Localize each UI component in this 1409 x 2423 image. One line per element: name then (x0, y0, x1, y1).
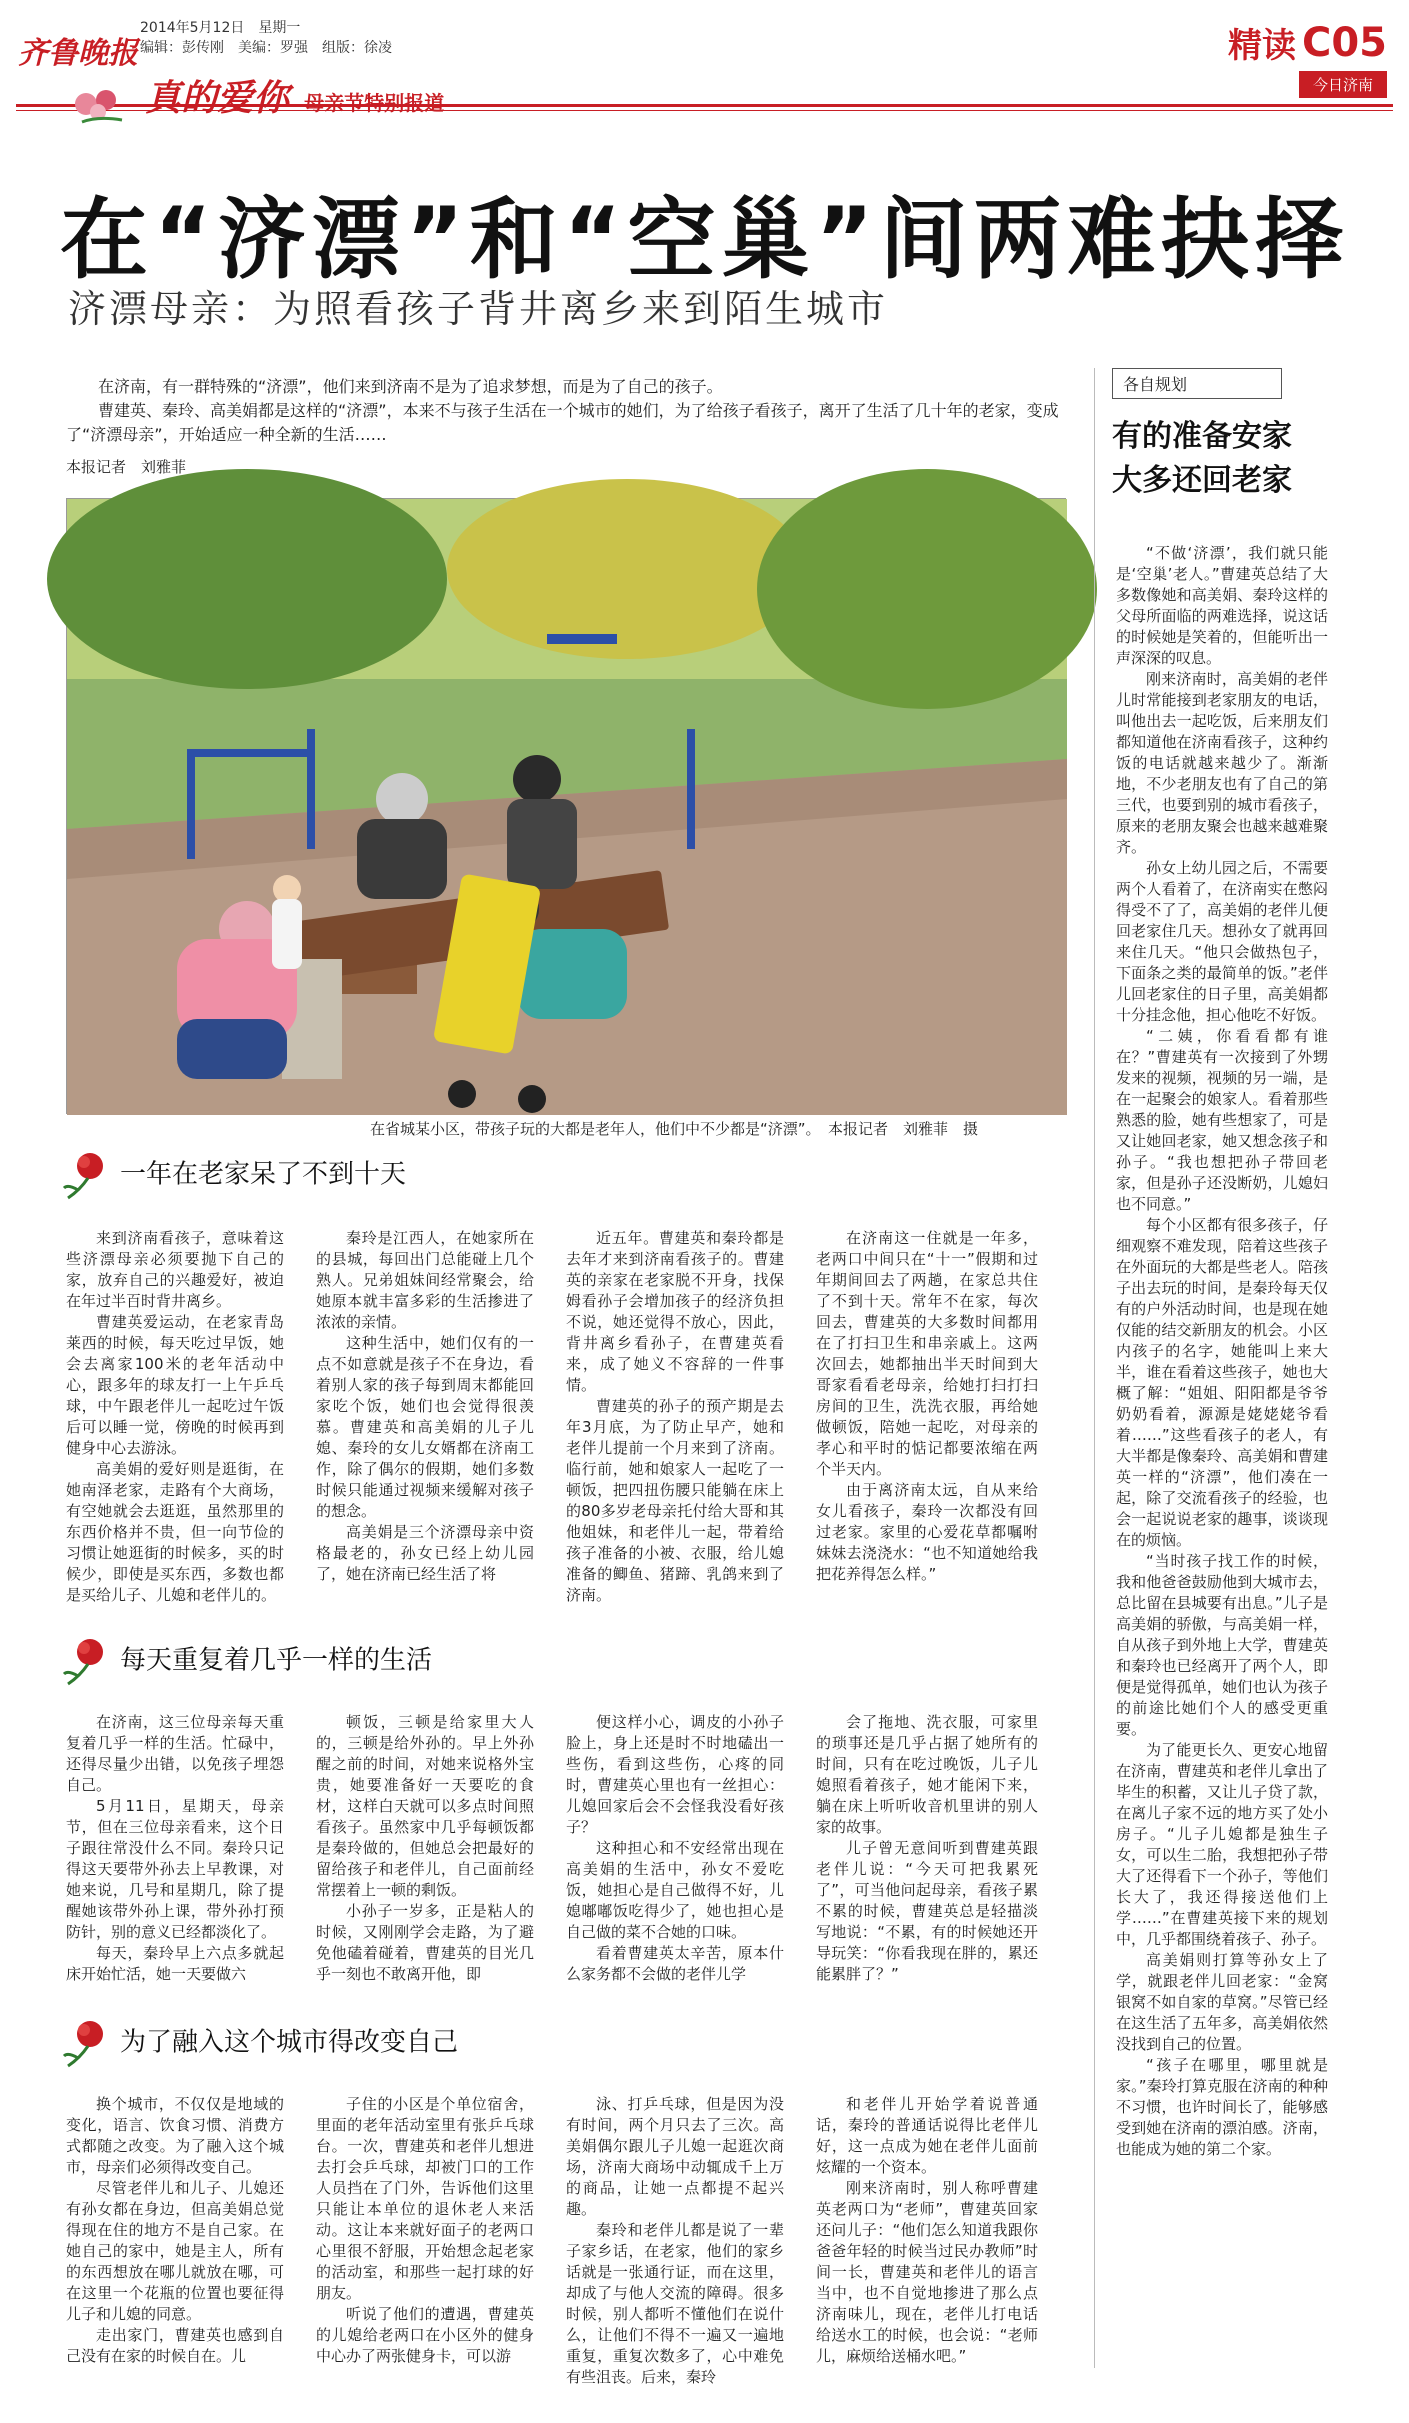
body-column (816, 1712, 1038, 1998)
page-number: C05 (1301, 19, 1387, 66)
paragraph: 每个小区都有很多孩子，仔细观察不难发现，陪着这些孩子在外面玩的大都是些老人。陪孩子出去玩的时间，是秦玲每天仅有的户外活动时间，也是现在她仅能的结交新朋友的机会。小区内孩子的名字，她能叫上来大半，谁在看着这些孩子，她也大概了解：“姐姐、阳阳都是爷爷奶奶看着，源源是姥姥姥爷看着……”这些看孩子的老人，有大半都是像秦玲、高美娟和曹建英一样的“济漂”，他们凑在一起，除了交流看孩子的经验，也会一起说说老家的趣事，谈谈现在的烦恼。 (1116, 1216, 1328, 1549)
editor-credits: 编辑：彭传刚 美编：罗强 组版：徐凌 (140, 40, 392, 56)
sidebar-tag: 各自规划 (1112, 368, 1282, 399)
paragraph: 每天，秦玲早上六点多就起床开始忙活，她一天要做六 (66, 1944, 284, 1983)
body-column (316, 1712, 534, 1998)
paragraph: 来到济南看孩子，意味着这些济漂母亲必须要抛下自己的家，放弃自己的兴趣爱好，被迫在年过半百时背井离乡。 (66, 1229, 284, 1310)
sidebar-title-line: 有的准备安家 (1112, 419, 1292, 454)
body-column (816, 1228, 1038, 1604)
body-column (66, 1712, 284, 1998)
byline: 本报记者 刘雅菲 (66, 458, 187, 476)
headline: 在“济漂”和“空巢”间两难抉择 (60, 188, 1350, 291)
paragraph: 由于离济南太远，自从来给女儿看孩子，秦玲一次都没有回过老家。家里的心爱花草都嘱咐妹妹去浇浇水：“也不知道她给我把花养得怎么样。” (816, 1481, 1038, 1583)
section-heading-text: 为了融入这个城市得改变自己 (120, 2027, 459, 2058)
paragraph: 刚来济南时，别人称呼曹建英老两口为“老师”，曹建英回家还问儿子：“他们怎么知道我跟你爸爸年轻的时候当过民办教师”时间一长，曹建英和老伴儿的语言当中，也不自觉地掺进了那么点济南味儿，现在，老伴儿打电话给送水工的时候，也会说：“老师儿，麻烦给送桶水吧。” (816, 2179, 1038, 2365)
section-name: 精读 (1227, 26, 1296, 66)
paragraph: 5月11日，星期天，母亲节，但在三位母亲看来，这个日子跟往常没什么不同。秦玲只记得这天要带外孙去上早教课，对她来说，几号和星期几，除了提醒她该带外孙上课，带外孙打预防针，别的意义已经都淡化了。 (66, 1797, 284, 1941)
sidebar-title (1112, 415, 1390, 503)
paragraph: 换个城市，不仅仅是地域的变化，语言、饮食习惯、消费方式都随之改变。为了融入这个城市，母亲们必须得改变自己。 (66, 2095, 284, 2176)
paragraph: 儿子曾无意间听到曹建英跟老伴儿说：“今天可把我累死了”，可当他问起母亲，看孩子累不累的时候，曹建英总是轻描淡写地说：“不累，有的时候她还开导玩笑：“你看我现在胖的，累还能累胖了？” (816, 1839, 1038, 1983)
paragraph: 刚来济南时，高美娟的老伴儿时常能接到老家朋友的电话，叫他出去一起吃饭，后来朋友们都知道他在济南看孩子，这种约饭的电话就越来越少了。渐渐地，不少老朋友也有了自己的第三代，也要到别的城市看孩子，原来的老朋友聚会也越来越难聚齐。 (1116, 670, 1328, 856)
body-column (316, 1228, 534, 1604)
lead-paragraphs (66, 375, 1066, 479)
sidebar (1112, 368, 1390, 2423)
city-label: 今日济南 (1299, 71, 1387, 98)
paragraph: 秦玲是江西人，在她家所在的县城，每回出门总能碰上几个熟人。兄弟姐妹间经常聚会，给她原本就丰富多彩的生活掺进了浓浓的亲情。 (316, 1229, 534, 1331)
paragraph: 秦玲和老伴儿都是说了一辈子家乡话，在老家，他们的家乡话就是一张通行证，而在这里，却成了与他人交流的障碍。很多时候，别人都听不懂他们在说什么，让他们不得不一遍又一遍地重复，重复次数多了，心中难免有些沮丧。后来，秦玲 (566, 2221, 784, 2386)
paragraph: 尽管老伴儿和儿子、儿媳还有孙女都在身边，但高美娟总觉得现在住的地方不是自己家。在她自己的家中，她是主人，所有的东西想放在哪儿就放在哪，可在这里一个花瓶的位置也要征得儿子和儿媳的同意。 (66, 2179, 284, 2323)
paragraph: 便这样小心，调皮的小孙子脸上，身上还是时不时地磕出一些伤，看到这些伤，心疼的同时，曹建英心里也有一丝担心：儿媳回家后会不会怪我没看好孩子？ (566, 1713, 784, 1836)
flower-icon (72, 86, 128, 126)
paragraph: 这种生活中，她们仅有的一点不如意就是孩子不在身边，看着别人家的孩子每到周末都能回家吃个饭，她们也会觉得很羡慕。曹建英和高美娟的儿子儿媳、秦玲的女儿女婿都在济南工作，除了偶尔的假期，她们多数时候只能通过视频来缓解对孩子的想念。 (316, 1334, 534, 1520)
paragraph: 高美娟是三个济漂母亲中资格最老的，孙女已经上幼儿园了，她在济南已经生活了将 (316, 1523, 534, 1583)
paragraph: 在济南，这三位母亲每天重复着几乎一样的生活。忙碌中，还得尽量少出错，以免孩子埋怨自己。 (66, 1713, 284, 1794)
page-label (1228, 18, 1387, 98)
section-heading (60, 1636, 432, 1686)
paragraph: 泳、打乒乓球，但是因为没有时间，两个月只去了三次。高美娟偶尔跟儿子儿媳一起逛次商场，济南大商场中动辄成千上万的商品，让她一点都提不起兴趣。 (566, 2095, 784, 2218)
issue-weekday: 星期一 (258, 20, 301, 36)
paragraph: “当时孩子找工作的时候，我和他爸爸鼓励他到大城市去，总比留在县城要有出息。”儿子是高美娟的骄傲，与高美娟一样，自从孩子到外地上大学，曹建英和秦玲也已经离开了两个人，即便是觉得孤单，她们也认为孩子的前途比她们个人的感受更重要。 (1116, 1552, 1328, 1738)
section-heading (60, 1150, 406, 1200)
paragraph: 孙女上幼儿园之后，不需要两个人看着了，在济南实在憋闷得受不了了，高美娟的老伴儿便回老家住几天。想孙女了就再回来住几天。“他只会做热包子，下面条之类的最简单的饭。”老伴儿回老家住的日子里，高美娟都十分挂念他，担心他吃不好饭。 (1116, 859, 1328, 1024)
body-column (566, 2094, 784, 2386)
body-column (66, 2094, 284, 2376)
paragraph: 这种担心和不安经常出现在高美娟的生活中，孙女不爱吃饭，她担心是自己做得不好，儿媳嘟嘟饭吃得少了，她也担心是自己做的菜不合她的口味。 (566, 1839, 784, 1941)
section-heading (60, 2018, 458, 2068)
paragraph: “不做‘济漂’，我们就只能是‘空巢’老人。”曹建英总结了大多数像她和高美娟、秦玲这样的父母所面临的两难选择，说这话的时候她是笑着的，但能听出一声深深的叹息。 (1116, 544, 1328, 667)
paragraph: 走出家门，曹建英也感到自己没有在家的时候自在。儿 (66, 2326, 284, 2365)
paragraph: 会了拖地、洗衣服，可家里的琐事还是几乎占据了她所有的时间，只有在吃过晚饭，儿子儿媳照看着孩子，她才能闲下来，躺在床上听听收音机里讲的别人家的故事。 (816, 1713, 1038, 1836)
newspaper-logo: 齐鲁晚报 (18, 36, 138, 71)
paragraph: 和老伴儿开始学着说普通话，秦玲的普通话说得比老伴儿好，这一点成为她在老伴儿面前炫耀的一个资本。 (816, 2095, 1038, 2176)
paragraph: 近五年。曹建英和秦玲都是去年才来到济南看孩子的。曹建英的亲家在老家脱不开身，找保姆看孙子会增加孩子的经济负担不说，她还觉得不放心，因此，背井离乡看孙子，在曹建英看来，成了她义不容辞的一件事情。 (566, 1229, 784, 1394)
paragraph: 高美娟则打算等孙女上了学，就跟老伴儿回老家：“金窝银窝不如自家的草窝。”尽管已经在这生活了五年多，高美娟依然没找到自己的位置。 (1116, 1951, 1328, 2053)
paragraph: “二姨，你看看都有谁在？”曹建英有一次接到了外甥发来的视频，视频的另一端，是在一起聚会的娘家人。看着那些熟悉的脸，她有些想家了，可是又让她回老家，她又想念孩子和孙子。“我也想把孙子带回老家，但是孙子还没断奶，儿媳妇也不同意。” (1116, 1027, 1328, 1213)
lead-paragraph: 在济南，有一群特殊的“济漂”，他们来到济南不是为了追求梦想，而是为了自己的孩子。 (98, 377, 723, 396)
body-column (66, 1228, 284, 1604)
paragraph: 曹建英爱运动，在老家青岛莱西的时候，每天吃过早饭，她会去离家100米的老年活动中心，跟多年的球友打一上午乒乓球，中午跟老伴儿一起吃过午饭后可以睡一觉，傍晚的时候再到健身中心去游泳。 (66, 1313, 284, 1457)
paragraph: 为了能更长久、更安心地留在济南，曹建英和老伴儿拿出了毕生的积蓄，又让儿子贷了款，在离儿子家不远的地方买了处小房子。“儿子儿媳都是独生子女，可以生二胎，我想把孙子带大了还得看下一个孙子，等他们长大了，我还得接送他们上学……”在曹建英接下来的规划中，几乎都围绕着孩子、孙子。 (1116, 1741, 1328, 1948)
sidebar-text (1116, 543, 1328, 2423)
paragraph: 听说了他们的遭遇，曹建英的儿媳给老两口在小区外的健身中心办了两张健身卡，可以游 (316, 2305, 534, 2365)
paragraph: 曹建英的孙子的预产期是去年3月底，为了防止早产，她和老伴儿提前一个月来到了济南。临行前，她和娘家人一起吃了一顿饭，把四扭伤腰只能躺在床上的80多岁老母亲托付给大哥和其他姐妹，和老伴儿一起，带着给孩子准备的小被、衣服，给儿媳准备的鲫鱼、猪蹄、乳鸽来到了济南。 (566, 1397, 784, 1604)
red-flower-icon (60, 1150, 108, 1200)
paragraph: “孩子在哪里，哪里就是家。”秦玲打算克服在济南的种种不习惯，也许时间长了，能够感受到她在济南的漂泊感。济南，也能成为她的第二个家。 (1116, 2056, 1328, 2158)
sidebar-title-line: 大多还回老家 (1112, 463, 1292, 498)
red-flower-icon (60, 2018, 108, 2068)
news-photo (66, 498, 1066, 1114)
photo-caption: 在省城某小区，带孩子玩的大都是老年人，他们中不少都是“济漂”。 本报记者 刘雅菲 摄 (370, 1120, 979, 1138)
issue-date: 2014年5月12日 (140, 20, 245, 36)
red-flower-icon (60, 1636, 108, 1686)
body-column (816, 2094, 1038, 2376)
body-column (566, 1712, 784, 1998)
paragraph: 顿饭，三顿是给家里大人的，三顿是给外孙的。早上外孙醒之前的时间，对她来说格外宝贵，她要准备好一天要吃的食材，这样白天就可以多点时间照看孩子。虽然家中几乎每顿饭都是秦玲做的，但她总会把最好的留给孩子和老伴儿，自己面前经常摆着上一顿的剩饭。 (316, 1713, 534, 1899)
body-column (566, 1228, 784, 1604)
body-column (316, 2094, 534, 2376)
paragraph: 小孙子一岁多，正是粘人的时候，又刚刚学会走路，为了避免他磕着碰着，曹建英的目光几乎一刻也不敢离开他，即 (316, 1902, 534, 1983)
paragraph: 在济南这一住就是一年多，老两口中间只在“十一”假期和过年期间回去了两趟，在家总共住了不到十天。常年不在家，每次回去，曹建英的大多数时间都用在了打扫卫生和串亲戚上。这两次回去，她都抽出半天时间到大哥家看看老母亲，给她打扫打扫房间的卫生，洗洗衣服，再给她做顿饭，陪她一起吃，对母亲的孝心和平时的惦记都要浓缩在两个半天内。 (816, 1229, 1038, 1478)
banner-title: 真的爱你 (145, 78, 290, 119)
paragraph: 高美娟的爱好则是逛街，在她南泽老家，走路有个大商场，有空她就会去逛逛，虽然那里的东西价格并不贵，但一向节俭的习惯让她逛街的时候多，买的时候少，即使是买东西，多数也都是买给儿子、儿媳和老伴儿的。 (66, 1460, 284, 1604)
paragraph: 看着曹建英太辛苦，原本什么家务都不会做的老伴儿学 (566, 1944, 784, 1983)
subheadline: 济漂母亲：为照看孩子背井离乡来到陌生城市 (68, 287, 889, 331)
lead-paragraph: 曹建英、秦玲、高美娟都是这样的“济漂”，本来不与孩子生活在一个城市的她们，为了给孩子看孩子，离开了生活了几十年的老家，变成了“济漂母亲”，开始适应一种全新的生活…… (66, 401, 1059, 444)
section-heading-text: 一年在老家呆了不到十天 (120, 1159, 407, 1190)
section-heading-text: 每天重复着几乎一样的生活 (120, 1645, 433, 1676)
banner-subtitle: 母亲节特别报道 (304, 91, 445, 115)
header-meta (140, 18, 392, 58)
column-divider (1094, 368, 1095, 2368)
paragraph: 子住的小区是个单位宿舍，里面的老年活动室里有张乒乓球台。一次，曹建英和老伴儿想进去打会乒乓球，却被门口的工作人员挡在了门外，告诉他们这里只能让本单位的退休老人来活动。这让本来就好面子的老两口心里很不舒服，开始想念起老家的活动室，和那些一起打球的好朋友。 (316, 2095, 534, 2302)
special-banner (72, 70, 444, 126)
